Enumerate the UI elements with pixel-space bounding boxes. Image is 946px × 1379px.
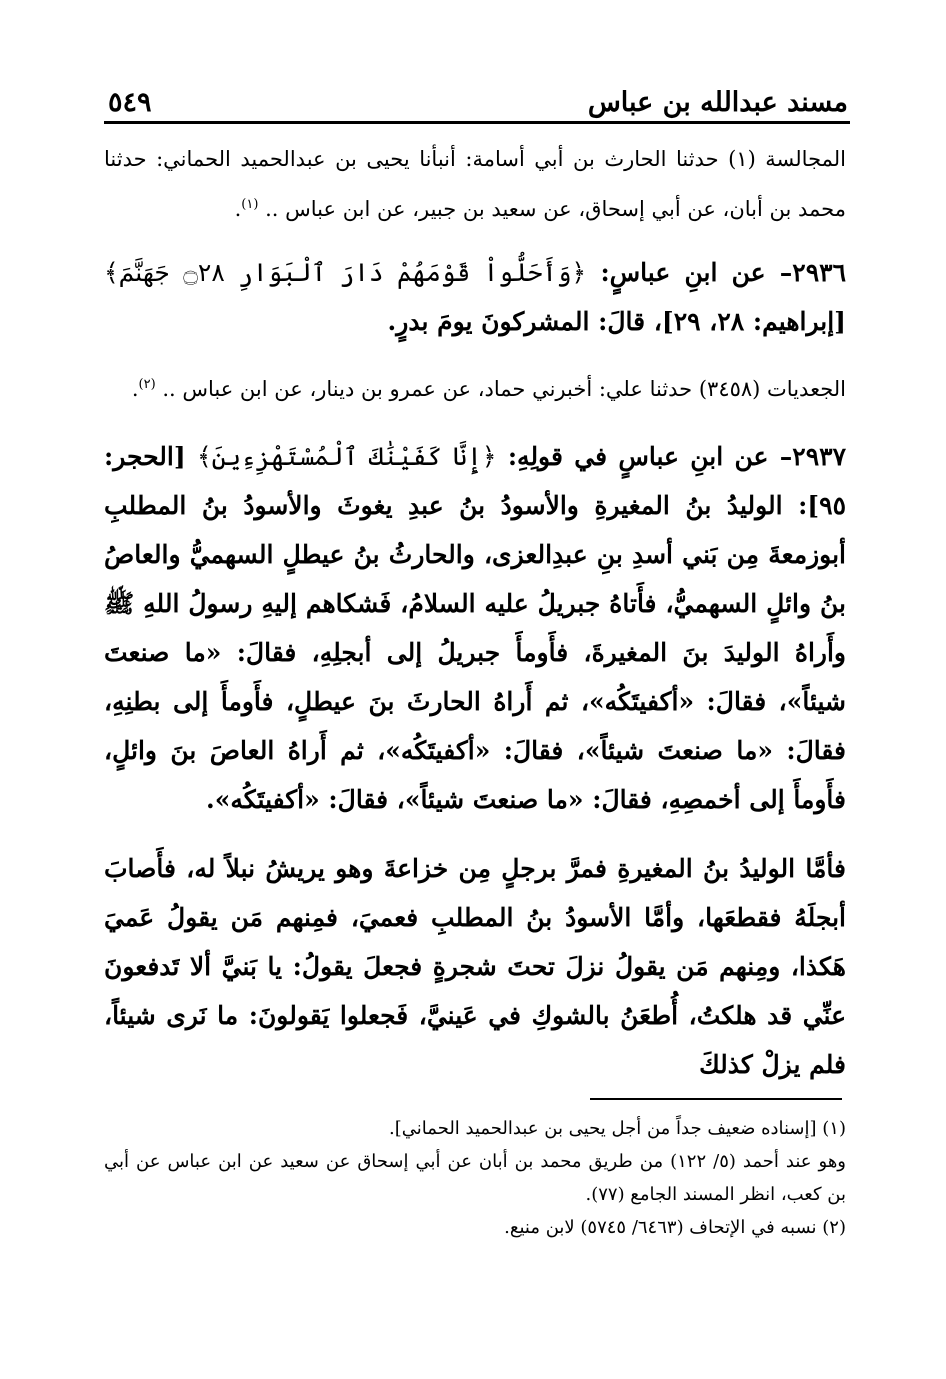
footnote-1-continued: وهو عند أحمد (٥/ ١٢٢) من طريق محمد بن أبان عن أبي إسحاق عن سعيد عن ابن عباس عن أبي بن كعب، انظر المسند الجامع (٧٧). [104, 1151, 846, 1205]
footnote-marker: (٢) [138, 377, 156, 392]
source-text: الجعديات (٣٤٥٨) حدثنا علي: أخبرني حماد، عن عمرو بن دينار، عن ابن عباس .. [162, 377, 846, 401]
footnote-divider [590, 1098, 842, 1100]
footnote-2: (٢) نسبه في الإتحاف (٦٤٦٣/ ٥٧٤٥) لابن منيع. [504, 1217, 846, 1238]
hadith-2936-text: [إبراهيم: ٢٨، ٢٩]، قالَ: المشركونَ يومَ بدرٍ. [387, 307, 846, 336]
page-header [108, 82, 848, 118]
quran-verse: ﴿إِنَّا كَفَيْنَٰكَ ٱلْمُسْتَهْزِءِينَ﴾ [197, 442, 497, 471]
main-text [104, 136, 846, 1089]
source-paragraph: المجالسة (١) حدثنا الحارث بن أبي أسامة: أنبأنا يحيى بن عبدالحميد الحماني: حدثنا محمد بن أبان، عن أبي إسحاق، عن سعيد بن جبير، عن ابن عباس .. $^{(١)}$. [104, 147, 846, 221]
footnotes [104, 1112, 846, 1244]
source-paragraph: الجعديات (٣٤٥٨) حدثنا علي: أخبرني حماد، عن عمرو بن دينار، عن ابن عباس .. $^{(٢)}$. [131, 377, 846, 401]
hadith-2937 [104, 432, 846, 824]
hadith-2937-continued: فأمَّا الوليدُ بنُ المغيرةِ فمرَّ برجلٍ مِن خزاعةَ وهو يريشُ نبلاً له، فأَصابَ أبجلَهُ فقطعَها، وأمَّا الأسودُ بنُ المطلبِ فعميَ، فمِنهم مَن يقولُ عَميَ هَكذا، ومِنهم مَن يقولُ نزلَ تحتَ شجرةٍ فجعلَ يقولُ: يا بَنيَّ ألا تَدفعونَ عنِّي قد هلكتُ، أُطعَنُ بالشوكِ في عَينيَّ، فَجعلوا يَقولونَ: ما نَرى شيئاً، فلم يزلْ كذلكَ [104, 854, 846, 1079]
hadith-2936-intro: ٢٩٣٦– عن ابنِ عباسٍ: [600, 258, 846, 287]
hadith-2937-text: [الحجر: ٩٥]: الوليدُ بنُ المغيرةِ والأسودُ بنُ عبدِ يغوثَ والأسودُ بنُ المطلبِ أبوزمعةَ مِن بَني أسدِ بنِ عبدِالعزى، والحارثُ بنُ عيطلٍ السهميُّ والعاصُ بنُ وائلٍ السهميُّ، فأَتاهُ جبريلُ عليه السلامُ، فَشكاهم إليهِ رسولُ اللهِ ﷺ وأَراهُ الوليدَ بنَ المغيرةَ، فأَومأَ جبريلُ إلى أبجلِهِ، فقالَ: «ما صنعتَ شيئاً»، فقالَ: «أكفيتَكُه»، ثم أَراهُ الحارثَ بنَ عيطلٍ، فأَومأَ إلى بطنِهِ، فقالَ: «ما صنعتَ شيئاً»، فقالَ: «أكفيتَكُه»، ثم أَراهُ العاصَ بنَ وائلٍ، فأَومأَ إلى أخمصِهِ، فقالَ: «ما صنعتَ شيئاً»، فقالَ: «أكفيتَكُه». [104, 442, 846, 814]
quran-verse: ﴿وَأَحَلُّواْ قَوْمَهُمْ دَارَ ٱلْبَوَارِ ۝٢٨ جَهَنَّمَ﴾ [104, 258, 587, 287]
hadith-2936 [104, 248, 846, 346]
footnote-1: (١) [إسناده ضعيف جداً من أجل يحيى بن عبدالحميد الحماني]. [389, 1118, 846, 1139]
source-text: المجالسة (١) حدثنا الحارث بن أبي أسامة: أنبأنا يحيى بن عبدالحميد الحماني: حدثنا محمد بن أبان، عن أبي إسحاق، عن سعيد بن جبير، عن ابن عباس .. [104, 147, 846, 221]
header-rule [104, 121, 850, 124]
hadith-2937-intro: ٢٩٣٧– عن ابنِ عباسٍ في قولِهِ: [507, 442, 846, 471]
page-number: ٥٤٩ [108, 87, 152, 118]
footnote-marker: (١) [241, 197, 259, 212]
running-title: مسند عبدالله بن عباس [587, 87, 848, 118]
